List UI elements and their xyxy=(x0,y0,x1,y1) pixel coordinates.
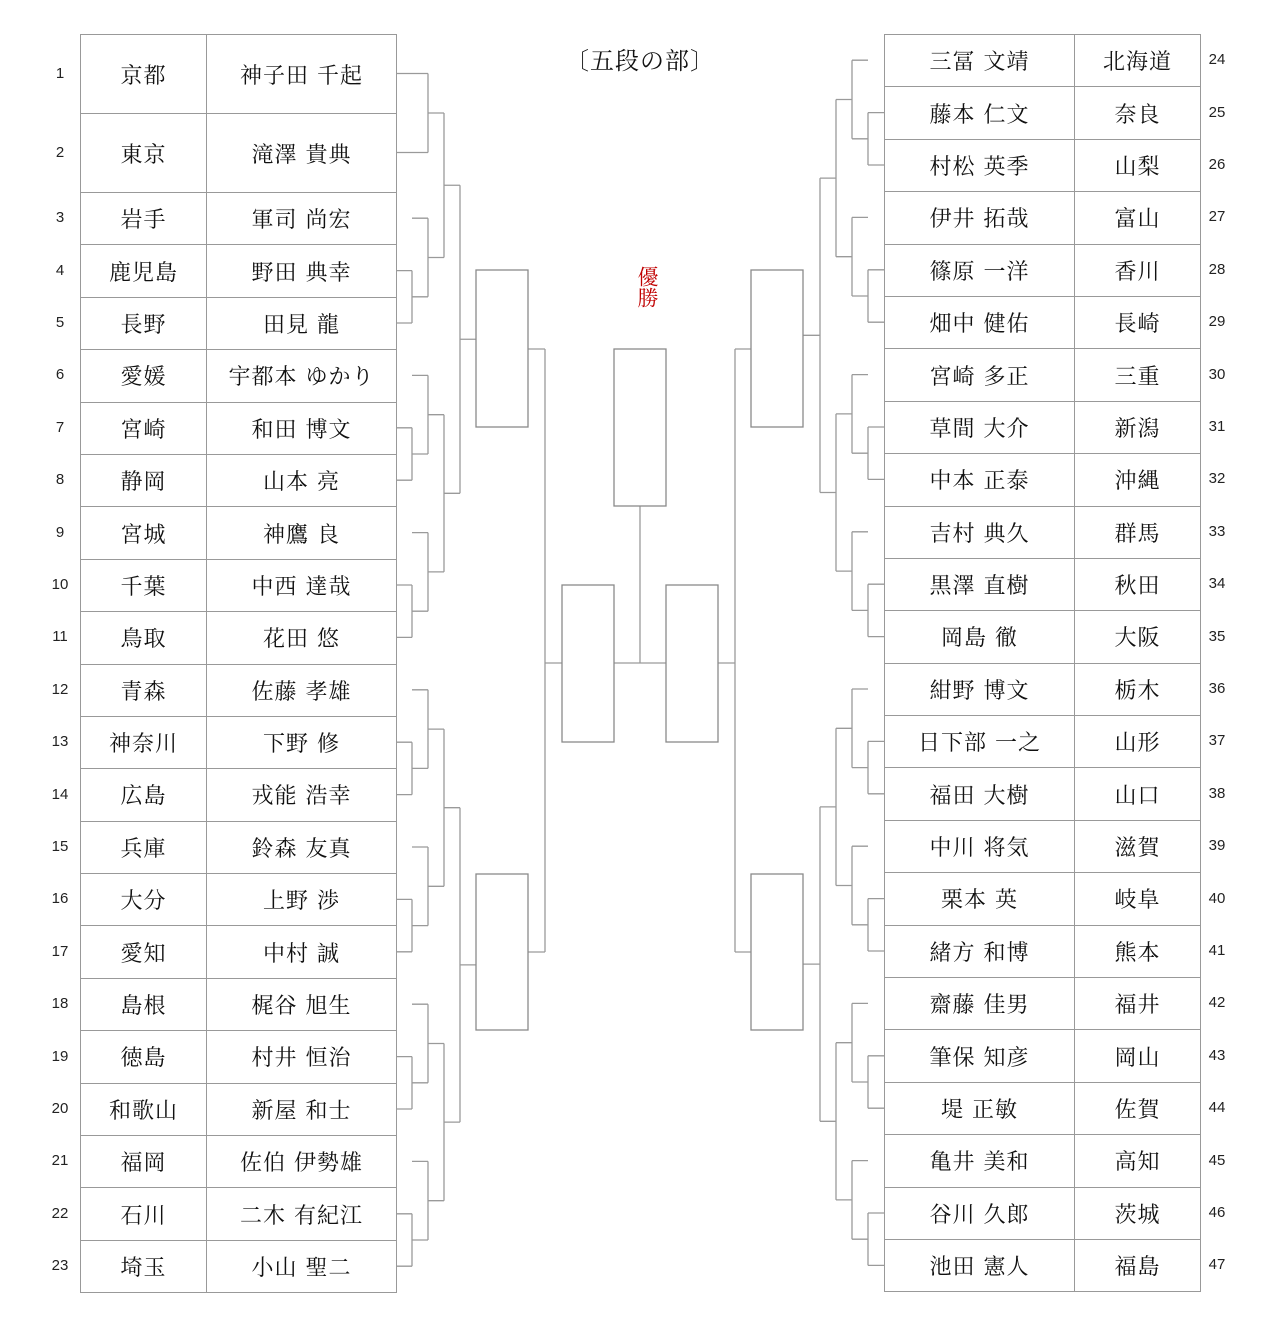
player-name-cell: 草間 大介 xyxy=(885,401,1075,453)
player-name-cell: 神鷹 良 xyxy=(207,507,397,559)
player-name-cell: 谷川 久郎 xyxy=(885,1187,1075,1239)
entry-row xyxy=(81,1136,397,1188)
prefecture-cell: 福井 xyxy=(1075,978,1201,1030)
player-name-cell: 和田 博文 xyxy=(207,402,397,454)
entry-row xyxy=(885,87,1201,139)
prefecture-cell: 三重 xyxy=(1075,349,1201,401)
prefecture-cell: 愛知 xyxy=(81,926,207,978)
seed-number: 13 xyxy=(51,733,69,751)
seed-number: 22 xyxy=(51,1204,69,1222)
player-name-cell: 池田 憲人 xyxy=(885,1239,1075,1291)
entry-row xyxy=(81,716,397,768)
player-name-cell: 堤 正敏 xyxy=(885,1082,1075,1134)
entry-row xyxy=(885,768,1201,820)
player-name-cell: 二木 有紀江 xyxy=(207,1188,397,1240)
entry-row xyxy=(885,925,1201,977)
prefecture-cell: 岡山 xyxy=(1075,1030,1201,1082)
player-name-cell: 梶谷 旭生 xyxy=(207,978,397,1030)
right-upper-quarter-box xyxy=(751,270,803,427)
seed-number: 16 xyxy=(51,890,69,908)
prefecture-cell: 栃木 xyxy=(1075,663,1201,715)
prefecture-cell: 徳島 xyxy=(81,1031,207,1083)
prefecture-cell: 新潟 xyxy=(1075,401,1201,453)
entry-row xyxy=(81,507,397,559)
seed-number: 40 xyxy=(1208,889,1226,907)
entry-row xyxy=(81,1083,397,1135)
player-name-cell: 上野 渉 xyxy=(207,874,397,926)
seed-number: 8 xyxy=(55,471,65,489)
prefecture-cell: 長野 xyxy=(81,297,207,349)
entry-row xyxy=(81,1031,397,1083)
seed-number: 1 xyxy=(55,64,65,82)
seed-number: 15 xyxy=(51,838,69,855)
player-name-cell: 中村 誠 xyxy=(207,926,397,978)
prefecture-cell: 茨城 xyxy=(1075,1187,1201,1239)
seed-number: 42 xyxy=(1208,994,1226,1012)
champion-label: 優勝 xyxy=(635,266,659,308)
prefecture-cell: 宮崎 xyxy=(81,402,207,454)
seed-number: 3 xyxy=(55,209,65,227)
seed-number: 18 xyxy=(51,995,69,1013)
entry-row xyxy=(885,506,1201,558)
seed-number: 9 xyxy=(55,523,65,541)
right-entry-table xyxy=(884,34,1201,1292)
player-name-cell: 宇都本 ゆかり xyxy=(207,350,397,402)
bracket-connector-lines xyxy=(396,60,884,1266)
entry-row xyxy=(885,820,1201,872)
entry-row xyxy=(81,114,397,193)
player-name-cell: 篠原 一洋 xyxy=(885,244,1075,296)
seed-number: 10 xyxy=(51,576,69,593)
player-name-cell: 吉村 典久 xyxy=(885,506,1075,558)
prefecture-cell: 岩手 xyxy=(81,193,207,245)
seed-number: 11 xyxy=(52,628,68,646)
prefecture-cell: 山形 xyxy=(1075,716,1201,768)
prefecture-cell: 滋賀 xyxy=(1075,820,1201,872)
entry-row xyxy=(885,978,1201,1030)
seed-number: 28 xyxy=(1208,260,1226,278)
player-name-cell: 中西 達哉 xyxy=(207,559,397,611)
entry-row xyxy=(885,716,1201,768)
left-semifinal-box xyxy=(562,585,614,742)
prefecture-cell: 鳥取 xyxy=(81,612,207,664)
player-name-cell: 花田 悠 xyxy=(207,612,397,664)
prefecture-cell: 高知 xyxy=(1075,1135,1201,1187)
seed-number: 23 xyxy=(51,1257,69,1275)
prefecture-cell: 兵庫 xyxy=(81,821,207,873)
player-name-cell: 佐伯 伊勢雄 xyxy=(207,1136,397,1188)
entry-row xyxy=(885,873,1201,925)
seed-number: 37 xyxy=(1208,732,1226,750)
entry-row xyxy=(81,35,397,114)
entry-row xyxy=(81,664,397,716)
prefecture-cell: 香川 xyxy=(1075,244,1201,296)
entry-row xyxy=(885,558,1201,610)
player-name-cell: 滝澤 貴典 xyxy=(207,114,397,193)
seed-number: 34 xyxy=(1208,575,1226,593)
prefecture-cell: 石川 xyxy=(81,1188,207,1240)
entry-row xyxy=(885,1187,1201,1239)
prefecture-cell: 富山 xyxy=(1075,192,1201,244)
player-name-cell: 福田 大樹 xyxy=(885,768,1075,820)
player-name-cell: 村井 恒治 xyxy=(207,1031,397,1083)
seed-number: 6 xyxy=(55,366,65,384)
entry-row xyxy=(885,663,1201,715)
player-name-cell: 緒方 和博 xyxy=(885,925,1075,977)
prefecture-cell: 大分 xyxy=(81,874,207,926)
player-name-cell: 畑中 健佑 xyxy=(885,296,1075,348)
seed-number: 31 xyxy=(1208,418,1226,435)
prefecture-cell: 山梨 xyxy=(1075,139,1201,191)
prefecture-cell: 熊本 xyxy=(1075,925,1201,977)
player-name-cell: 山本 亮 xyxy=(207,454,397,506)
seed-number: 26 xyxy=(1208,156,1226,173)
entry-row xyxy=(885,1030,1201,1082)
player-name-cell: 田見 龍 xyxy=(207,297,397,349)
entry-row xyxy=(885,244,1201,296)
prefecture-cell: 静岡 xyxy=(81,454,207,506)
player-name-cell: 紺野 博文 xyxy=(885,663,1075,715)
entry-row xyxy=(81,454,397,506)
prefecture-cell: 長崎 xyxy=(1075,296,1201,348)
entry-row xyxy=(81,297,397,349)
left-upper-quarter-box xyxy=(476,270,528,427)
seed-number: 25 xyxy=(1208,103,1226,121)
seed-number: 21 xyxy=(51,1152,69,1170)
entry-row xyxy=(81,402,397,454)
entry-row xyxy=(885,296,1201,348)
prefecture-cell: 秋田 xyxy=(1075,558,1201,610)
player-name-cell: 伊井 拓哉 xyxy=(885,192,1075,244)
player-name-cell: 戎能 浩幸 xyxy=(207,769,397,821)
entry-row xyxy=(81,874,397,926)
player-name-cell: 岡島 徹 xyxy=(885,611,1075,663)
seed-number: 17 xyxy=(51,942,69,960)
left-lower-quarter-box xyxy=(476,874,528,1030)
entry-row xyxy=(81,559,397,611)
entry-row xyxy=(885,401,1201,453)
entry-row xyxy=(81,612,397,664)
entry-row xyxy=(885,1135,1201,1187)
prefecture-cell: 奈良 xyxy=(1075,87,1201,139)
seed-number: 12 xyxy=(51,680,69,698)
player-name-cell: 齋藤 佳男 xyxy=(885,978,1075,1030)
player-name-cell: 村松 英季 xyxy=(885,139,1075,191)
prefecture-cell: 福岡 xyxy=(81,1136,207,1188)
player-name-cell: 栗本 英 xyxy=(885,873,1075,925)
entry-row xyxy=(885,1082,1201,1134)
seed-number: 2 xyxy=(55,143,65,161)
prefecture-cell: 北海道 xyxy=(1075,35,1201,87)
left-entry-table xyxy=(80,34,397,1293)
prefecture-cell: 宮城 xyxy=(81,507,207,559)
player-name-cell: 下野 修 xyxy=(207,716,397,768)
entry-row xyxy=(81,1240,397,1292)
entry-row xyxy=(81,978,397,1030)
bracket-title: 〔五段の部〕 xyxy=(565,47,715,75)
seed-number: 5 xyxy=(55,314,65,331)
prefecture-cell: 島根 xyxy=(81,978,207,1030)
player-name-cell: 中川 将気 xyxy=(885,820,1075,872)
seed-number: 27 xyxy=(1208,208,1226,226)
entry-row xyxy=(81,926,397,978)
seed-number: 30 xyxy=(1208,365,1226,383)
prefecture-cell: 千葉 xyxy=(81,559,207,611)
entry-row xyxy=(885,611,1201,663)
prefecture-cell: 広島 xyxy=(81,769,207,821)
prefecture-cell: 福島 xyxy=(1075,1239,1201,1291)
player-name-cell: 黒澤 直樹 xyxy=(885,558,1075,610)
seed-number: 14 xyxy=(51,785,69,803)
seed-number: 39 xyxy=(1208,837,1226,855)
final-box xyxy=(614,349,666,506)
seed-number: 38 xyxy=(1208,784,1226,802)
player-name-cell: 中本 正泰 xyxy=(885,454,1075,506)
entry-row xyxy=(81,245,397,297)
player-name-cell: 宮崎 多正 xyxy=(885,349,1075,401)
prefecture-cell: 埼玉 xyxy=(81,1240,207,1292)
seed-number: 4 xyxy=(55,261,65,279)
seed-number: 20 xyxy=(51,1100,69,1117)
prefecture-cell: 和歌山 xyxy=(81,1083,207,1135)
prefecture-cell: 山口 xyxy=(1075,768,1201,820)
right-semifinal-box xyxy=(666,585,718,742)
player-name-cell: 筆保 知彦 xyxy=(885,1030,1075,1082)
entry-row xyxy=(885,139,1201,191)
seed-number: 47 xyxy=(1208,1256,1226,1274)
seed-number: 33 xyxy=(1208,522,1226,540)
seed-number: 46 xyxy=(1208,1204,1226,1221)
entry-row xyxy=(885,1239,1201,1291)
entry-row xyxy=(885,192,1201,244)
entry-row xyxy=(81,1188,397,1240)
seed-number: 41 xyxy=(1208,942,1226,959)
prefecture-cell: 東京 xyxy=(81,114,207,193)
prefecture-cell: 岐阜 xyxy=(1075,873,1201,925)
right-lower-quarter-box xyxy=(751,874,803,1030)
prefecture-cell: 沖縄 xyxy=(1075,454,1201,506)
prefecture-cell: 神奈川 xyxy=(81,716,207,768)
seed-number: 43 xyxy=(1208,1046,1226,1064)
entry-row xyxy=(81,769,397,821)
player-name-cell: 藤本 仁文 xyxy=(885,87,1075,139)
player-name-cell: 神子田 千起 xyxy=(207,35,397,114)
seed-number: 24 xyxy=(1208,51,1226,69)
entry-row xyxy=(885,454,1201,506)
player-name-cell: 佐藤 孝雄 xyxy=(207,664,397,716)
player-name-cell: 三冨 文靖 xyxy=(885,35,1075,87)
prefecture-cell: 佐賀 xyxy=(1075,1082,1201,1134)
player-name-cell: 野田 典幸 xyxy=(207,245,397,297)
seed-number: 45 xyxy=(1208,1151,1226,1169)
prefecture-cell: 愛媛 xyxy=(81,350,207,402)
seed-number: 7 xyxy=(55,418,65,436)
player-name-cell: 日下部 一之 xyxy=(885,716,1075,768)
entry-row xyxy=(81,821,397,873)
seed-number: 32 xyxy=(1208,470,1226,488)
player-name-cell: 新屋 和士 xyxy=(207,1083,397,1135)
player-name-cell: 小山 聖二 xyxy=(207,1240,397,1292)
prefecture-cell: 群馬 xyxy=(1075,506,1201,558)
entry-row xyxy=(81,193,397,245)
seed-number: 35 xyxy=(1208,627,1226,645)
player-name-cell: 亀井 美和 xyxy=(885,1135,1075,1187)
seed-number: 19 xyxy=(51,1047,69,1065)
prefecture-cell: 大阪 xyxy=(1075,611,1201,663)
entry-row xyxy=(885,349,1201,401)
seed-number: 29 xyxy=(1208,313,1226,331)
entry-row xyxy=(885,35,1201,87)
player-name-cell: 鈴森 友真 xyxy=(207,821,397,873)
seed-number: 36 xyxy=(1208,680,1226,697)
entry-row xyxy=(81,350,397,402)
player-name-cell: 軍司 尚宏 xyxy=(207,193,397,245)
prefecture-cell: 京都 xyxy=(81,35,207,114)
prefecture-cell: 鹿児島 xyxy=(81,245,207,297)
seed-number: 44 xyxy=(1208,1099,1226,1117)
prefecture-cell: 青森 xyxy=(81,664,207,716)
